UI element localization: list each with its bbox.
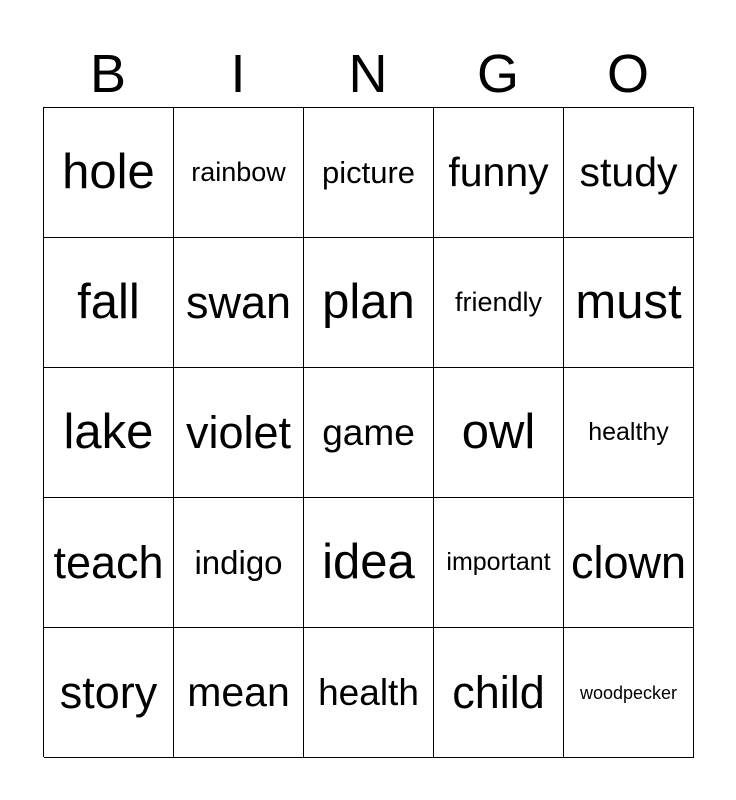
cell-word: rainbow — [191, 157, 286, 187]
cell-word: healthy — [588, 418, 669, 446]
bingo-cell — [564, 628, 694, 758]
bingo-cell — [564, 108, 694, 238]
bingo-cell — [564, 238, 694, 368]
cell-word: important — [446, 548, 551, 576]
header-letter-o: O — [606, 44, 649, 104]
cell-word: woodpecker — [579, 682, 678, 703]
cell-word: mean — [187, 669, 290, 715]
cell-word: swan — [185, 277, 292, 328]
cell-word: funny — [448, 149, 549, 195]
bingo-cell — [174, 238, 304, 368]
bingo-cell — [174, 498, 304, 628]
cell-word: story — [59, 667, 158, 718]
bingo-cell — [304, 368, 434, 498]
bingo-cell — [44, 238, 174, 368]
bingo-cell — [304, 238, 434, 368]
cell-word: violet — [185, 407, 292, 458]
bingo-cell — [434, 108, 564, 238]
cell-word: game — [322, 412, 415, 453]
cell-word: picture — [321, 155, 416, 190]
bingo-cell — [564, 368, 694, 498]
cell-word: must — [575, 275, 682, 329]
bingo-cell — [44, 108, 174, 238]
cell-word: hole — [62, 145, 155, 199]
bingo-cell — [44, 368, 174, 498]
header-letter-b: B — [89, 44, 127, 104]
cell-word: clown — [570, 537, 687, 588]
bingo-cell — [174, 108, 304, 238]
cell-word: plan — [322, 275, 415, 329]
bingo-cell — [434, 238, 564, 368]
bingo-cell — [304, 498, 434, 628]
bingo-cell — [304, 108, 434, 238]
cell-word: indigo — [194, 544, 283, 581]
cell-word: friendly — [454, 287, 543, 317]
bingo-cell — [304, 628, 434, 758]
bingo-cell — [434, 498, 564, 628]
cell-word: fall — [77, 275, 140, 329]
bingo-cell — [434, 368, 564, 498]
cell-word: lake — [63, 405, 154, 459]
cell-word: idea — [322, 535, 415, 589]
bingo-cell — [434, 628, 564, 758]
cell-word: teach — [53, 537, 164, 588]
cell-word: study — [579, 149, 678, 195]
header-letter-i: I — [230, 44, 246, 104]
bingo-cell — [564, 498, 694, 628]
bingo-cell — [174, 368, 304, 498]
bingo-cell — [174, 628, 304, 758]
bingo-cell — [44, 498, 174, 628]
header-letter-n: N — [348, 44, 388, 104]
cell-word: child — [452, 667, 545, 718]
bingo-cell — [44, 628, 174, 758]
cell-word: owl — [461, 405, 536, 459]
bingo-board — [43, 107, 694, 757]
header-letter-g: G — [476, 44, 519, 104]
bingo-header — [43, 40, 693, 108]
cell-word: health — [318, 672, 419, 713]
